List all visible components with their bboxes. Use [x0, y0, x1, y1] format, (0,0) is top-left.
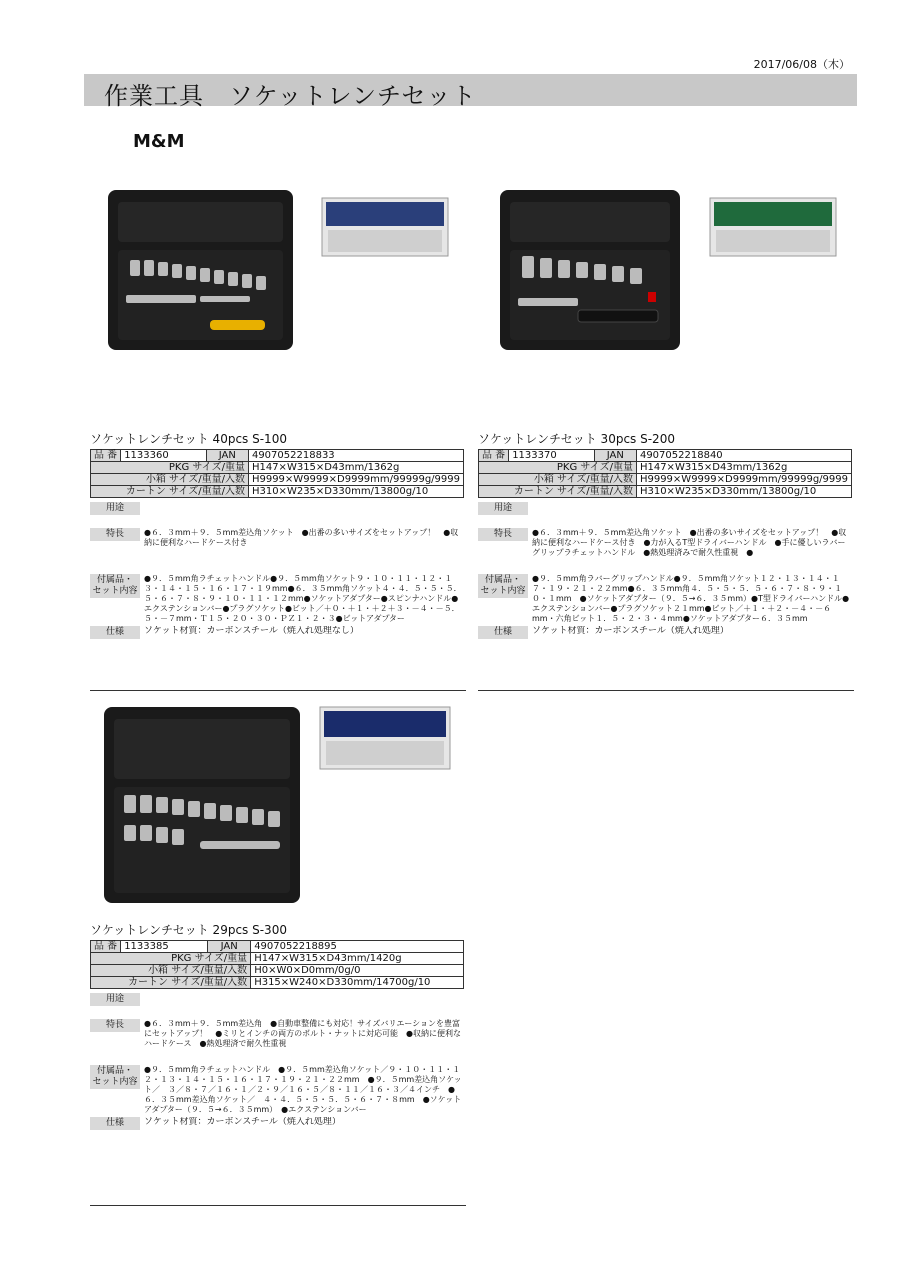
kobako-label: 小箱 サイズ/重量/入数: [479, 474, 637, 486]
kobako-label: 小箱 サイズ/重量/入数: [91, 474, 249, 486]
shiyo-label: 仕様: [90, 1117, 140, 1130]
pkg-value: H147×W315×D43mm/1420g: [251, 953, 464, 965]
carton-label: カートン サイズ/重量/入数: [91, 486, 249, 498]
yoto-value: [140, 993, 464, 1019]
product-name: ソケットレンチセット 30pcs S-200: [478, 432, 675, 446]
report-date: 2017/06/08（木）: [753, 58, 850, 71]
fuzoku-label: 付属品・ セット内容: [90, 1065, 140, 1089]
product-card-3: [90, 695, 464, 1130]
kobako-value: H9999×W9999×D9999mm/99999g/9999: [248, 474, 463, 486]
fuzoku-value: ●９．５mm角ラバーグリップハンドル●９．５mm角ソケット１２・１３・１４・１７・１９・２１・２２mm●６．３５mm角４．５・５・５．５・６・７・８・９・１０・１mm ●ソケットアダプター（９．５→６．３５mm）●T型ドライバーハンドル●エクステンションバー●プラグソケット２１mm●ビット／＋１・＋２・－４・－６mm・六角ビット１．５・２・３・４mm●ソケットアダプター６．３５mm: [532, 574, 850, 623]
product-name: ソケットレンチセット 29pcs S-300: [90, 923, 287, 937]
jan-label: JAN: [206, 450, 248, 462]
shiyo-label: 仕様: [90, 626, 140, 639]
jan-label: JAN: [594, 450, 636, 462]
product-photo-2: [478, 180, 852, 430]
kobako-label: 小箱 サイズ/重量/入数: [91, 965, 251, 977]
tokucho-label: 特長: [478, 528, 528, 541]
tokucho-value: ●６．３mm＋９．５mm差込角 ●自動車整備にも対応！サイズバリエーションを豊富にセットアップ！ ●ミリとインチの両方のボルト・ナットに対応可能 ●収納に便利なハードケース ●熱処理済で耐久性重視: [144, 1019, 461, 1048]
product-name: ソケットレンチセット 40pcs S-100: [90, 432, 287, 446]
carton-label: カートン サイズ/重量/入数: [91, 977, 251, 989]
yoto-label: 用途: [90, 502, 140, 515]
carton-value: H310×W235×D330mm/13800g/10: [248, 486, 463, 498]
jan-label: JAN: [208, 941, 251, 953]
hinban-value: 1133385: [121, 941, 208, 953]
pkg-value: H147×W315×D43mm/1362g: [636, 462, 851, 474]
carton-value: H310×W235×D330mm/13800g/10: [636, 486, 851, 498]
jan-value: 4907052218840: [636, 450, 851, 462]
shiyo-label: 仕様: [478, 626, 528, 639]
shiyo-value: ソケット材質：カーボンスチール（焼入れ処理）: [144, 1117, 341, 1127]
carton-label: カートン サイズ/重量/入数: [479, 486, 637, 498]
yoto-value: [140, 502, 464, 528]
separator-left: [90, 690, 466, 691]
shiyo-value: ソケット材質：カーボンスチール（焼入れ処理）: [532, 626, 729, 636]
yoto-value: [528, 502, 852, 528]
kobako-value: H0×W0×D0mm/0g/0: [251, 965, 464, 977]
product-photo-1: [90, 180, 464, 430]
carton-value: H315×W240×D330mm/14700g/10: [251, 977, 464, 989]
page-title-bar: [84, 74, 857, 110]
separator-bottom: [90, 1205, 466, 1206]
hinban-label: 品 番: [91, 450, 121, 462]
yoto-label: 用途: [478, 502, 528, 515]
jan-value: 4907052218833: [248, 450, 463, 462]
shiyo-value: ソケット材質：カーボンスチール（焼入れ処理なし）: [144, 626, 359, 636]
page-title: 作業工具 ソケットレンチセット: [104, 82, 477, 110]
pkg-label: PKG サイズ/重量: [91, 953, 251, 965]
yoto-label: 用途: [90, 993, 140, 1006]
product-card-2: [478, 180, 852, 639]
pkg-label: PKG サイズ/重量: [479, 462, 637, 474]
hinban-value: 1133360: [121, 450, 207, 462]
product-card-1: [90, 180, 464, 639]
pkg-label: PKG サイズ/重量: [91, 462, 249, 474]
separator-right: [478, 690, 854, 691]
pkg-value: H147×W315×D43mm/1362g: [248, 462, 463, 474]
spec-table: [90, 940, 464, 989]
hinban-label: 品 番: [479, 450, 509, 462]
hinban-value: 1133370: [509, 450, 595, 462]
hinban-label: 品 番: [91, 941, 121, 953]
spec-table: [478, 449, 852, 498]
tokucho-value: ●６．３mm＋９．５mm差込角ソケット ●出番の多いサイズをセットアップ！ ●収納に便利なハードケース付き ●力が入るT型ドライバーハンドル ●手に優しいラバーグリップラチェットハンドル ●熱処理済みで耐久性重視 ●: [532, 528, 847, 557]
fuzoku-label: 付属品・ セット内容: [478, 574, 528, 598]
kobako-value: H9999×W9999×D9999mm/99999g/9999: [636, 474, 851, 486]
spec-table: [90, 449, 464, 498]
product-photo-3: [90, 695, 464, 921]
fuzoku-value: ●９．５mm角ラチェットハンドル●９．５mm角ソケット９・１０・１１・１２・１３・１４・１５・１６・１７・１９mm●６．３５mm角ソケット４・４．５・５・５．５・６・７・８・９・１０・１１・１２mm●ソケットアダプター●スピンナハンドル●エクステンションバー●プラグソケット●ビット／＋０・＋１・＋２＋３・－４・－５．５・－７mm・Ｔ１５・２０・３０・ＰＺ１・２・３●ビットアダプター: [144, 574, 462, 623]
tokucho-label: 特長: [90, 528, 140, 541]
brand-name: M&M: [133, 131, 185, 152]
fuzoku-value: ●９．５mm角ラチェットハンドル ●９．５mm差込角ソケット／９・１０・１１・１２・１３・１４・１５・１６・１７・１９・２１・２２mm ●９．５mm差込角ソケット／ ３／８・７／１６・１／２・９／１６・５／８・１１／１６・３／４インチ ●６．３５mm差込角ソケット／ ４・４．５・５・５．５・６・７・８mm ●ソケットアダプター（９．５→６．３５mm） ●エクステンションバー: [144, 1065, 462, 1114]
tokucho-label: 特長: [90, 1019, 140, 1032]
tokucho-value: ●６．３mm＋９．５mm差込角ソケット ●出番の多いサイズをセットアップ！ ●収納に便利なハードケース付き: [144, 528, 459, 547]
jan-value: 4907052218895: [251, 941, 464, 953]
fuzoku-label: 付属品・ セット内容: [90, 574, 140, 598]
